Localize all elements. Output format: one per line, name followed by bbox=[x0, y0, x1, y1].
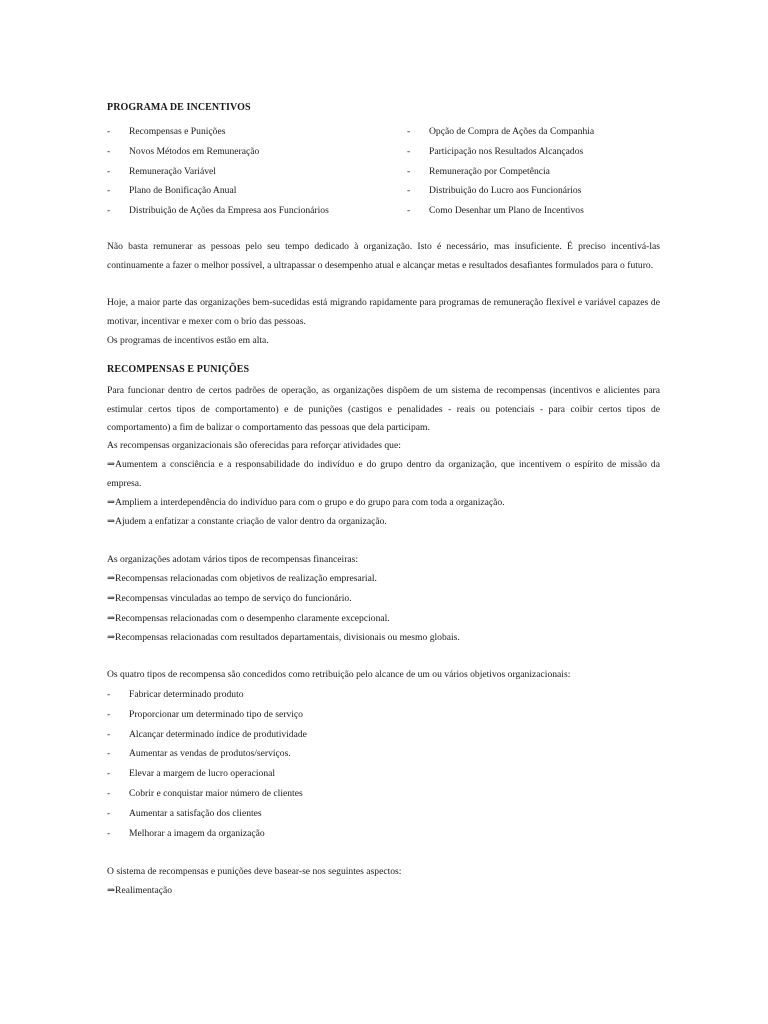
list-item bbox=[107, 784, 307, 804]
list-item bbox=[107, 725, 307, 745]
list-item bbox=[107, 201, 329, 221]
system-intro: O sistema de recompensas e punições deve basear-se nos seguintes aspectos: bbox=[107, 866, 402, 877]
list-item bbox=[407, 122, 594, 142]
program-list-left bbox=[107, 122, 329, 221]
list-item bbox=[407, 162, 594, 182]
list-item-text: Aumentar as vendas de produtos/serviços. bbox=[129, 748, 291, 760]
arrow-item-text: Recompensas relacionadas com o desempenho claramente excepcional. bbox=[115, 612, 390, 624]
intro-paragraph: Os programas de incentivos estão em alta. bbox=[107, 335, 269, 346]
list-item-text: Recompensas e Punições bbox=[129, 126, 226, 137]
dash-bullet: - bbox=[407, 145, 411, 157]
dash-bullet: - bbox=[107, 807, 111, 819]
dash-bullet: - bbox=[107, 165, 111, 177]
list-item-text: Aumentar a satisfação dos clientes bbox=[129, 807, 262, 819]
list-item bbox=[407, 142, 594, 162]
dash-bullet: - bbox=[107, 787, 111, 799]
arrow-item-text: Aumentem a consciência e a responsabilidade do indivíduo e do grupo dentro da organização, que incentivem o espírito de missão da empresa. bbox=[107, 459, 660, 489]
arrow-icon: ⇒ bbox=[107, 573, 116, 584]
list-item bbox=[407, 181, 594, 201]
list-item bbox=[107, 744, 307, 764]
dash-bullet: - bbox=[107, 689, 111, 700]
four-types-list bbox=[107, 685, 307, 843]
arrow-icon: ⇒ bbox=[107, 632, 116, 644]
arrow-icon: ⇒ bbox=[107, 459, 116, 470]
arrow-item bbox=[107, 456, 660, 493]
arrow-item-text: Recompensas relacionadas com resultados departamentais, divisionais ou mesmo globais. bbox=[115, 632, 460, 644]
dash-bullet: - bbox=[407, 185, 411, 197]
section-heading: RECOMPENSAS E PUNIÇÕES bbox=[107, 364, 250, 375]
arrow-item-text: Realimentação bbox=[115, 885, 173, 896]
arrow-item bbox=[107, 628, 460, 648]
intro-paragraph: Hoje, a maior parte das organizações bem-sucedidas está migrando rapidamente para programas de remuneração flexível e variável capazes de motivar, incentivar e mexer com o brio das pessoas. bbox=[107, 297, 660, 327]
arrow-item bbox=[107, 589, 460, 609]
arrow-item bbox=[107, 569, 460, 589]
arrow-icon: ⇒ bbox=[107, 516, 116, 527]
page-title: PROGRAMA DE INCENTIVOS bbox=[107, 102, 251, 113]
dash-bullet: - bbox=[107, 827, 111, 839]
list-item-text: Melhorar a imagem da organização bbox=[129, 827, 265, 839]
list-item-text: Alcançar determinado índice de produtividade bbox=[129, 728, 307, 740]
four-types-intro: Os quatro tipos de recompensa são concedidos como retribuição pelo alcance de um ou vários objetivos organizacionais: bbox=[107, 669, 571, 680]
list-item bbox=[107, 824, 307, 844]
list-item-text: Remuneração por Competência bbox=[429, 165, 550, 177]
arrow-icon: ⇒ bbox=[107, 612, 116, 624]
dash-bullet: - bbox=[107, 185, 111, 197]
list-item bbox=[407, 201, 594, 221]
list-item bbox=[107, 705, 307, 725]
arrow-icon: ⇒ bbox=[107, 592, 116, 604]
list-item bbox=[107, 142, 329, 162]
dash-bullet: - bbox=[407, 165, 411, 177]
dash-bullet: - bbox=[407, 205, 411, 217]
dash-bullet: - bbox=[407, 126, 411, 137]
arrow-item bbox=[107, 881, 172, 900]
dash-bullet: - bbox=[107, 145, 111, 157]
section-paragraph: Para funcionar dentro de certos padrões de operação, as organizações dispõem de um sistema de recompensas (incentivos e alicientes para estimular certos tipos de comportamento) e de punições (castigos e penalidades - reais ou potenciais - para coibir certos tipos de comportamento) a fim de balizar o comportamento das pessoas que dela participam. bbox=[107, 385, 660, 433]
list-item bbox=[107, 764, 307, 784]
dash-bullet: - bbox=[107, 748, 111, 760]
list-item-text: Distribuição de Ações da Empresa aos Funcionários bbox=[129, 205, 329, 217]
rewards-list bbox=[107, 456, 660, 531]
list-item-text: Plano de Bonificação Anual bbox=[129, 185, 237, 197]
program-list-right bbox=[407, 122, 594, 221]
arrow-item-text: Recompensas relacionadas com objetivos de realização empresarial. bbox=[115, 573, 377, 584]
arrow-icon: ⇒ bbox=[107, 497, 116, 508]
list-item bbox=[107, 181, 329, 201]
arrow-item-text: Ampliem a interdependência do indivíduo para com o grupo e do grupo para com toda a organização. bbox=[115, 497, 505, 508]
list-item bbox=[107, 804, 307, 824]
dash-bullet: - bbox=[107, 126, 111, 137]
arrow-icon: ⇒ bbox=[107, 885, 116, 896]
list-item-text: Novos Métodos em Remuneração bbox=[129, 145, 260, 157]
rewards-intro: As recompensas organizacionais são oferecidas para reforçar atividades que: bbox=[107, 440, 401, 451]
financial-intro: As organizações adotam vários tipos de recompensas financeiras: bbox=[107, 554, 359, 565]
arrow-item-text: Recompensas vinculadas ao tempo de serviço do funcionário. bbox=[115, 592, 352, 604]
list-item-text: Opção de Compra de Ações da Companhia bbox=[429, 126, 595, 137]
arrow-item bbox=[107, 512, 660, 531]
list-item-text: Cobrir e conquistar maior número de clientes bbox=[129, 787, 303, 799]
list-item-text: Distribuição do Lucro aos Funcionários bbox=[429, 185, 582, 197]
list-item-text: Elevar a margem de lucro operacional bbox=[129, 768, 276, 780]
list-item bbox=[107, 685, 307, 705]
arrow-item bbox=[107, 609, 460, 629]
financial-list bbox=[107, 569, 460, 648]
dash-bullet: - bbox=[107, 768, 111, 780]
list-item-text: Participação nos Resultados Alcançados bbox=[429, 145, 584, 157]
list-item bbox=[107, 122, 329, 142]
list-item-text: Fabricar determinado produto bbox=[129, 689, 244, 700]
list-item-text: Como Desenhar um Plano de Incentivos bbox=[429, 205, 584, 217]
list-item bbox=[107, 162, 329, 182]
arrow-item bbox=[107, 493, 660, 512]
dash-bullet: - bbox=[107, 708, 111, 720]
arrow-item-text: Ajudem a enfatizar a constante criação de valor dentro da organização. bbox=[115, 516, 387, 527]
intro-paragraph: Não basta remunerar as pessoas pelo seu tempo dedicado à organização. Isto é necessário, mas insuficiente. É preciso incentivá-las continuamente a fazer o melhor possível, a ultrapassar o desempenho atual e alcançar metas e resultados desafiantes formulados para o futuro. bbox=[107, 241, 660, 271]
dash-bullet: - bbox=[107, 205, 111, 217]
list-item-text: Proporcionar um determinado tipo de serviço bbox=[129, 708, 303, 720]
dash-bullet: - bbox=[107, 728, 111, 740]
list-item-text: Remuneração Variável bbox=[129, 165, 216, 177]
